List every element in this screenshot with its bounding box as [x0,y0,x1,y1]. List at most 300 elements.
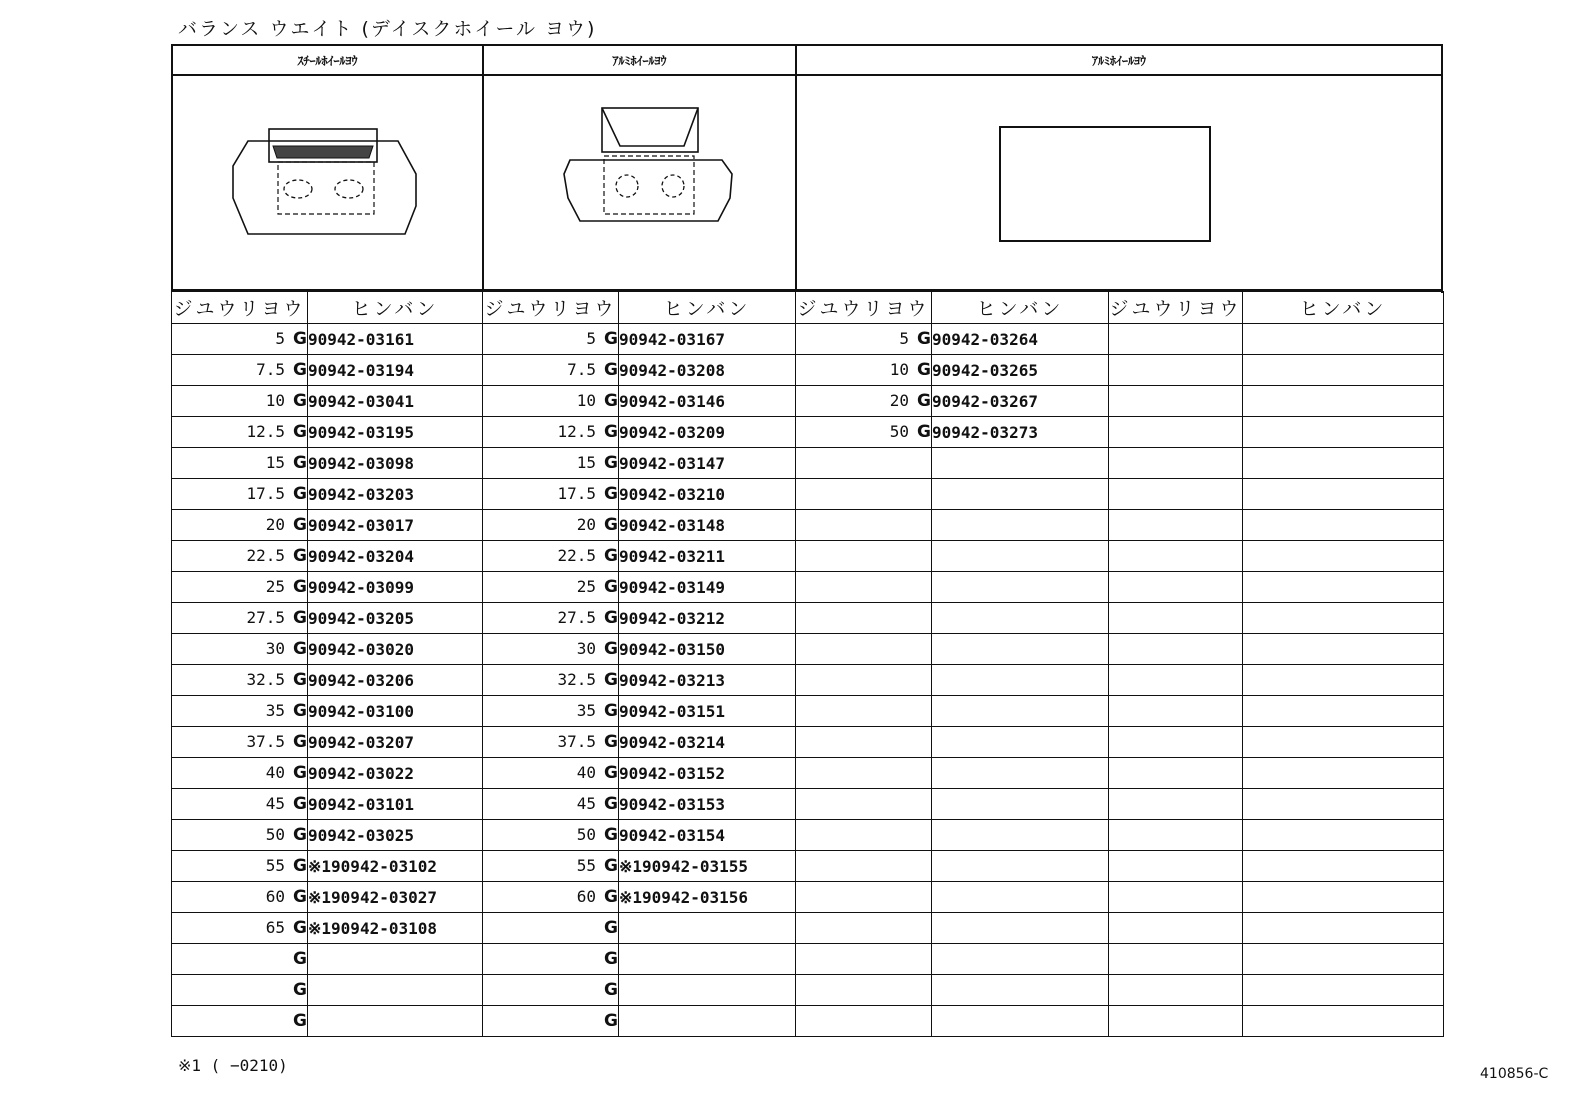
figure-id: 410856-C [1480,1066,1549,1082]
weight-cell [1109,665,1243,696]
weight-value: 12.5 [246,422,286,441]
weight-value: 35 [265,701,286,720]
unit-label: G [604,763,618,783]
unit-label: G [293,732,307,752]
weight-cell [172,696,308,727]
weight-cell [796,417,932,448]
weight-cell [483,510,619,541]
weight-cell [796,882,932,913]
unit-label: G [604,453,618,473]
weight-value: 30 [265,639,286,658]
weight-cell [796,572,932,603]
part-number-cell: 90942-03147 [619,448,796,479]
weight-value: 20 [889,391,910,410]
weight-cell [172,634,308,665]
weight-cell [1109,448,1243,479]
weight-cell [796,479,932,510]
part-number-cell [932,665,1109,696]
weight-cell [172,1006,308,1037]
part-number-cell: 90942-03017 [308,510,483,541]
weight-cell [172,572,308,603]
part-number-cell: 90942-03150 [619,634,796,665]
alu-weight-illustration-2 [795,76,1443,291]
weight-cell [483,696,619,727]
part-number-cell: 90942-03167 [619,324,796,355]
part-number-cell [932,913,1109,944]
weight-value: 7.5 [256,360,286,379]
weight-cell [796,944,932,975]
part-number-cell: 90942-03100 [308,696,483,727]
table-row [172,727,1444,758]
part-number-cell [619,1006,796,1037]
table-row [172,448,1444,479]
unit-label: G [604,794,618,814]
part-number-cell: ※190942-03102 [308,851,483,882]
weight-cell [796,820,932,851]
part-number-cell: 90942-03148 [619,510,796,541]
table-row [172,820,1444,851]
weight-cell [172,975,308,1006]
unit-label: G [604,1011,618,1031]
table-row [172,417,1444,448]
weight-cell [796,324,932,355]
part-number-cell [1243,696,1444,727]
part-number-cell [932,479,1109,510]
table-row [172,541,1444,572]
part-number-cell: ※190942-03155 [619,851,796,882]
part-number-cell [932,944,1109,975]
weight-cell [1109,727,1243,758]
steel-weight-illustration [171,76,482,291]
part-number-cell: 90942-03265 [932,355,1109,386]
part-number-cell [1243,789,1444,820]
part-number-cell [619,975,796,1006]
unit-label: G [604,887,618,907]
unit-label: G [604,546,618,566]
weight-cell [1109,603,1243,634]
col-part-header: ヒンバン [1243,292,1444,324]
weight-cell [796,1006,932,1037]
part-number-cell [1243,975,1444,1006]
weight-cell [483,572,619,603]
part-number-cell: 90942-03267 [932,386,1109,417]
unit-label: G [293,329,307,349]
part-number-cell [932,448,1109,479]
part-number-cell [1243,355,1444,386]
table-row [172,789,1444,820]
part-number-cell: 90942-03212 [619,603,796,634]
weight-cell [1109,820,1243,851]
part-number-cell [1243,944,1444,975]
frame-edge [1441,44,1443,293]
table-row [172,851,1444,882]
weight-cell [483,913,619,944]
weight-value: 37.5 [246,732,286,751]
unit-label: G [604,949,618,969]
unit-label: G [917,329,931,349]
unit-label: G [293,701,307,721]
weight-value: 60 [576,887,597,906]
weight-cell [796,789,932,820]
weight-value: 30 [576,639,597,658]
part-number-cell [932,789,1109,820]
weight-cell [483,820,619,851]
part-number-cell [1243,727,1444,758]
weight-cell [1109,944,1243,975]
weight-value: 40 [576,763,597,782]
unit-label: G [293,918,307,938]
weight-cell [1109,975,1243,1006]
part-number-cell: 90942-03020 [308,634,483,665]
unit-label: G [604,918,618,938]
part-number-cell: 90942-03154 [619,820,796,851]
table-row [172,603,1444,634]
col-part-header: ヒンバン [308,292,483,324]
part-number-cell: 90942-03195 [308,417,483,448]
part-number-cell [1243,1006,1444,1037]
weight-value: 35 [576,701,597,720]
weight-cell [1109,758,1243,789]
image-placeholder-box [999,126,1211,242]
part-number-cell: 90942-03273 [932,417,1109,448]
part-number-cell: ※190942-03027 [308,882,483,913]
table-body [172,324,1444,1037]
col-weight-header: ジユウリヨウ [172,292,308,324]
part-number-cell [1243,634,1444,665]
part-number-cell: 90942-03041 [308,386,483,417]
weight-value: 55 [576,856,597,875]
part-number-cell [308,975,483,1006]
unit-label: G [293,546,307,566]
weight-cell [796,603,932,634]
weight-cell [1109,541,1243,572]
weight-cell [796,541,932,572]
weight-value: 25 [576,577,597,596]
part-number-cell [932,572,1109,603]
part-number-cell: 90942-03214 [619,727,796,758]
part-number-cell: 90942-03022 [308,758,483,789]
weight-value: 60 [265,887,286,906]
part-number-cell [932,758,1109,789]
table-row [172,355,1444,386]
unit-label: G [604,856,618,876]
weight-cell [1109,324,1243,355]
weight-cell [796,386,932,417]
weight-cell [1109,913,1243,944]
part-number-cell [932,510,1109,541]
section-alu-header-2: ｱﾙﾐﾎｲｰﾙﾖｳ [795,44,1443,76]
weight-value: 5 [275,329,286,348]
table-row [172,634,1444,665]
steel-weight-drawing [173,76,484,291]
unit-label: G [293,887,307,907]
unit-label: G [604,670,618,690]
unit-label: G [293,639,307,659]
weight-value: 5 [586,329,597,348]
unit-label: G [293,949,307,969]
unit-label: G [293,422,307,442]
part-number-cell [1243,820,1444,851]
part-number-cell [308,1006,483,1037]
col-part-header: ヒンバン [619,292,796,324]
weight-cell [172,479,308,510]
weight-cell [172,603,308,634]
weight-value: 20 [576,515,597,534]
weight-cell [483,386,619,417]
weight-cell [172,727,308,758]
unit-label: G [293,825,307,845]
weight-value: 50 [889,422,910,441]
weight-cell [796,665,932,696]
weight-value: 5 [899,329,910,348]
weight-value: 7.5 [567,360,597,379]
weight-value: 32.5 [246,670,286,689]
unit-label: G [604,577,618,597]
table-row [172,758,1444,789]
weight-value: 27.5 [246,608,286,627]
part-number-cell [932,820,1109,851]
unit-label: G [917,360,931,380]
part-number-cell: 90942-03205 [308,603,483,634]
weight-cell [483,665,619,696]
part-number-cell: 90942-03211 [619,541,796,572]
weight-cell [796,851,932,882]
part-number-cell: 90942-03213 [619,665,796,696]
unit-label: G [293,856,307,876]
weight-cell [796,696,932,727]
weight-cell [172,541,308,572]
part-number-cell [308,944,483,975]
weight-value: 50 [265,825,286,844]
weight-cell [1109,572,1243,603]
weight-value: 45 [265,794,286,813]
part-number-cell: 90942-03204 [308,541,483,572]
part-number-cell [1243,851,1444,882]
unit-label: G [293,391,307,411]
weight-table-frame [171,44,1443,1070]
col-weight-header: ジユウリヨウ [1109,292,1243,324]
weight-cell [172,882,308,913]
part-number-cell [1243,913,1444,944]
unit-label: G [604,732,618,752]
part-number-cell [619,944,796,975]
weight-cell [172,448,308,479]
col-weight-header: ジユウリヨウ [796,292,932,324]
alu-weight-illustration [482,76,795,291]
weight-value: 32.5 [557,670,597,689]
weight-cell [796,634,932,665]
part-number-cell: 90942-03264 [932,324,1109,355]
part-number-cell [932,603,1109,634]
weight-cell [172,944,308,975]
unit-label: G [293,608,307,628]
weight-cell [483,634,619,665]
unit-label: G [604,360,618,380]
unit-label: G [604,825,618,845]
weight-cell [1109,510,1243,541]
page-title: バランス ウエイト (デイスクホイール ヨウ) [178,18,597,40]
weight-value: 25 [265,577,286,596]
unit-label: G [604,701,618,721]
part-number-cell [932,882,1109,913]
part-number-cell [932,541,1109,572]
weight-cell [1109,634,1243,665]
part-number-cell: 90942-03161 [308,324,483,355]
weight-value: 17.5 [246,484,286,503]
part-number-cell: 90942-03208 [619,355,796,386]
weight-cell [483,975,619,1006]
unit-label: G [293,484,307,504]
weight-value: 55 [265,856,286,875]
weight-cell [483,944,619,975]
part-number-cell: 90942-03098 [308,448,483,479]
table-row [172,944,1444,975]
weight-cell [1109,417,1243,448]
weight-cell [172,417,308,448]
weight-cell [483,727,619,758]
part-number-cell: 90942-03025 [308,820,483,851]
table-row [172,882,1444,913]
unit-label: G [293,360,307,380]
unit-label: G [293,763,307,783]
weight-value: 10 [576,391,597,410]
unit-label: G [293,670,307,690]
part-number-cell [1243,758,1444,789]
table-row [172,386,1444,417]
part-number-cell [1243,417,1444,448]
part-number-cell [1243,479,1444,510]
weight-cell [796,913,932,944]
part-number-cell: 90942-03153 [619,789,796,820]
unit-label: G [604,639,618,659]
weight-value: 22.5 [246,546,286,565]
weight-value: 37.5 [557,732,597,751]
part-number-cell [932,727,1109,758]
part-number-cell: 90942-03206 [308,665,483,696]
part-number-cell [1243,572,1444,603]
part-number-cell [932,1006,1109,1037]
weight-value: 20 [265,515,286,534]
weight-cell [796,727,932,758]
weight-value: 65 [265,918,286,937]
weight-value: 27.5 [557,608,597,627]
unit-label: G [917,391,931,411]
weight-cell [172,386,308,417]
unit-label: G [604,608,618,628]
unit-label: G [604,329,618,349]
part-number-cell [932,696,1109,727]
weight-value: 40 [265,763,286,782]
weight-cell [1109,851,1243,882]
weight-value: 50 [576,825,597,844]
table-row [172,572,1444,603]
unit-label: G [293,980,307,1000]
weight-value: 45 [576,794,597,813]
part-number-cell: 90942-03194 [308,355,483,386]
unit-label: G [293,515,307,535]
weight-cell [172,851,308,882]
weight-cell [483,789,619,820]
weight-cell [172,355,308,386]
section-steel-header: ｽﾁｰﾙﾎｲｰﾙﾖｳ [171,44,482,76]
part-number-cell: 90942-03099 [308,572,483,603]
weight-value: 15 [265,453,286,472]
weight-value: 15 [576,453,597,472]
part-number-cell [1243,510,1444,541]
footnote: ※1 ( −0210) [178,1056,288,1075]
weight-cell [172,665,308,696]
weight-cell [483,355,619,386]
table-row [172,510,1444,541]
weight-cell [1109,696,1243,727]
part-number-cell: ※190942-03156 [619,882,796,913]
unit-label: G [293,577,307,597]
weight-cell [483,851,619,882]
weight-cell [483,479,619,510]
weight-cell [172,510,308,541]
weight-cell [796,758,932,789]
part-number-cell [1243,882,1444,913]
weight-cell [1109,355,1243,386]
table-row [172,696,1444,727]
unit-label: G [604,980,618,1000]
section-alu-header-1: ｱﾙﾐﾎｲｰﾙﾖｳ [482,44,795,76]
table-header-row [172,292,1444,324]
part-number-cell: 90942-03209 [619,417,796,448]
weight-cell [1109,386,1243,417]
weight-cell [483,758,619,789]
part-number-cell: 90942-03207 [308,727,483,758]
part-number-cell: 90942-03152 [619,758,796,789]
part-number-cell: 90942-03210 [619,479,796,510]
unit-label: G [604,484,618,504]
part-number-cell [1243,324,1444,355]
weight-cell [796,448,932,479]
weight-cell [483,417,619,448]
table-row [172,913,1444,944]
part-number-cell [1243,665,1444,696]
weight-cell [172,913,308,944]
weight-cell [172,820,308,851]
weight-value: 22.5 [557,546,597,565]
weight-value: 12.5 [557,422,597,441]
part-number-cell [1243,541,1444,572]
part-number-cell [1243,448,1444,479]
part-number-cell [1243,603,1444,634]
table-row [172,665,1444,696]
part-number-cell [932,975,1109,1006]
weight-cell [1109,479,1243,510]
unit-label: G [917,422,931,442]
weight-cell [1109,789,1243,820]
unit-label: G [604,391,618,411]
weight-value: 10 [265,391,286,410]
weight-cell [796,975,932,1006]
col-weight-header: ジユウリヨウ [483,292,619,324]
unit-label: G [293,794,307,814]
part-number-cell [932,634,1109,665]
part-number-cell [1243,386,1444,417]
col-part-header: ヒンバン [932,292,1109,324]
table-row [172,479,1444,510]
weight-value: 10 [889,360,910,379]
weight-cell [1109,882,1243,913]
part-number-cell [619,913,796,944]
weight-value: 17.5 [557,484,597,503]
table-row [172,1006,1444,1037]
weight-cell [796,355,932,386]
table-row [172,975,1444,1006]
